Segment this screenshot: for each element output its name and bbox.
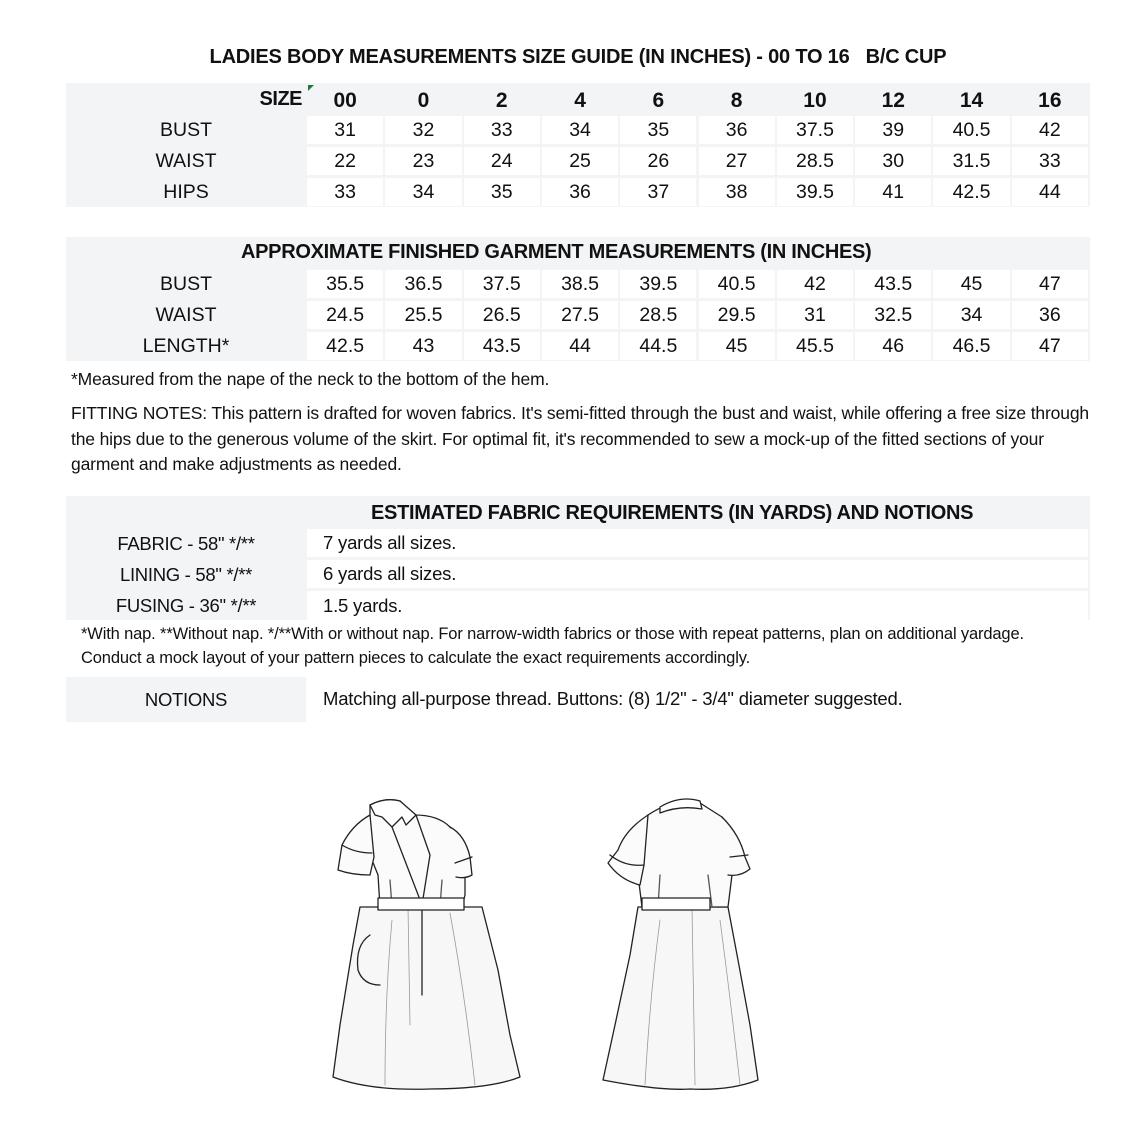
- size-header-12: 12: [881, 89, 905, 112]
- table-cell: 24: [464, 147, 540, 175]
- row-label-hips: HIPS: [163, 180, 209, 203]
- table-cell: 35: [464, 178, 540, 206]
- table-cell: 38: [699, 178, 775, 206]
- page-title: LADIES BODY MEASUREMENTS SIZE GUIDE (IN INCHES) - 00 TO 16 B/C CUP: [209, 46, 947, 68]
- table-cell: 38.5: [542, 270, 618, 298]
- row-label-waist: WAIST: [155, 149, 217, 172]
- table-cell: 43.5: [464, 332, 540, 360]
- table-cell: 46.5: [933, 332, 1009, 360]
- row-label-waist: WAIST: [155, 303, 217, 326]
- table-cell: 31: [307, 116, 383, 144]
- table-cell: 42.5: [307, 332, 383, 360]
- row-label-length: LENGTH*: [142, 334, 230, 357]
- garment-footnote: *Measured from the nape of the neck to the bottom of the hem.: [71, 369, 550, 389]
- table-cell: 33: [307, 178, 383, 206]
- table-cell: 37.5: [464, 270, 540, 298]
- table-cell: 42: [777, 270, 853, 298]
- table-cell: 44.5: [620, 332, 696, 360]
- table-cell: 45: [933, 270, 1009, 298]
- table-cell: 34: [542, 116, 618, 144]
- table-cell: 30: [855, 147, 931, 175]
- fabric-row-value: 7 yards all sizes.: [307, 529, 1088, 557]
- fabric-table-title: ESTIMATED FABRIC REQUIREMENTS (IN YARDS) AND NOTIONS: [371, 502, 974, 524]
- table-cell: 22: [307, 147, 383, 175]
- fusing-row-value: 1.5 yards.: [307, 591, 1088, 620]
- table-cell: 43.5: [855, 270, 931, 298]
- size-header-8: 8: [730, 89, 743, 112]
- table-cell: 39: [855, 116, 931, 144]
- table-cell: 42.5: [933, 178, 1009, 206]
- table-cell: 45.5: [777, 332, 853, 360]
- table-cell: 25.5: [385, 301, 461, 329]
- table-cell: 26.5: [464, 301, 540, 329]
- table-cell: 36: [1012, 301, 1088, 329]
- size-header-6: 6: [652, 89, 665, 112]
- table-cell: 40.5: [933, 116, 1009, 144]
- table-cell: 43: [385, 332, 461, 360]
- table-cell: 40.5: [699, 270, 775, 298]
- dress-front-view-illustration: [330, 795, 530, 1095]
- table-cell: 34: [385, 178, 461, 206]
- table-cell: 33: [464, 116, 540, 144]
- table-cell: 46: [855, 332, 931, 360]
- table-cell: 32: [385, 116, 461, 144]
- table-cell: 28.5: [777, 147, 853, 175]
- size-header-14: 14: [959, 89, 984, 112]
- fabric-row-label: FABRIC - 58" */**: [117, 532, 255, 554]
- row-label-bust: BUST: [159, 272, 212, 295]
- size-header-4: 4: [574, 89, 586, 112]
- size-header-0: 0: [417, 89, 430, 112]
- size-header-10: 10: [803, 89, 827, 112]
- fitting-notes: FITTING NOTES: This pattern is drafted for woven fabrics. It's semi-fitted through the bust and waist, while offering a free size through the hips due to the generous volume of the skirt. For optimal fit, it's recommended to sew a mock-up of the fitted sections of your garment and make adjustments as needed.: [71, 403, 1090, 474]
- table-cell: 35.5: [307, 270, 383, 298]
- lining-row-label: LINING - 58" */**: [119, 563, 253, 585]
- table-cell: 23: [385, 147, 461, 175]
- fabric-footnote: *With nap. **Without nap. */**With or without nap. For narrow-width fabrics or those with repeat patterns, plan on additional yardage. Conduct a mock layout of your pattern pieces to calculate the exact requirements accordingly.: [81, 625, 1024, 667]
- table-cell: 29.5: [699, 301, 775, 329]
- table-cell: 41: [855, 178, 931, 206]
- table-cell: 45: [699, 332, 775, 360]
- table-cell: 36: [542, 178, 618, 206]
- table-cell: 24.5: [307, 301, 383, 329]
- table-cell: 36: [699, 116, 775, 144]
- table-cell: 27: [699, 147, 775, 175]
- table-cell: 47: [1012, 270, 1088, 298]
- table-cell: 39.5: [777, 178, 853, 206]
- table-cell: 33: [1012, 147, 1088, 175]
- dress-back-view-illustration: [600, 795, 770, 1095]
- row-label-bust: BUST: [159, 118, 212, 141]
- table-cell: 25: [542, 147, 618, 175]
- table-cell: 34: [933, 301, 1009, 329]
- table-cell: 47: [1012, 332, 1088, 360]
- lining-row-value: 6 yards all sizes.: [307, 560, 1088, 588]
- table-cell: 36.5: [385, 270, 461, 298]
- size-header-16: 16: [1038, 89, 1062, 112]
- table-cell: 31.5: [933, 147, 1009, 175]
- table-cell: 27.5: [542, 301, 618, 329]
- table-cell: 35: [620, 116, 696, 144]
- table-cell: 28.5: [620, 301, 696, 329]
- garment-table-title: APPROXIMATE FINISHED GARMENT MEASUREMENTS (IN INCHES): [241, 241, 872, 263]
- notions-value: Matching all-purpose thread. Buttons: (8) 1/2" - 3/4" diameter suggested.: [323, 688, 903, 709]
- size-header-2: 2: [495, 89, 508, 112]
- notions-label: NOTIONS: [144, 688, 228, 710]
- fusing-row-label: FUSING - 36" */**: [115, 594, 257, 616]
- table-cell: 39.5: [620, 270, 696, 298]
- size-header-label: SIZE: [259, 88, 302, 110]
- table-cell: 26: [620, 147, 696, 175]
- table-cell: 32.5: [855, 301, 931, 329]
- table-cell: 37: [620, 178, 696, 206]
- table-cell: 42: [1012, 116, 1088, 144]
- size-header-00: 00: [333, 89, 357, 112]
- table-cell: 44: [542, 332, 618, 360]
- table-cell: 44: [1012, 178, 1088, 206]
- table-cell: 37.5: [777, 116, 853, 144]
- table-cell: 31: [777, 301, 853, 329]
